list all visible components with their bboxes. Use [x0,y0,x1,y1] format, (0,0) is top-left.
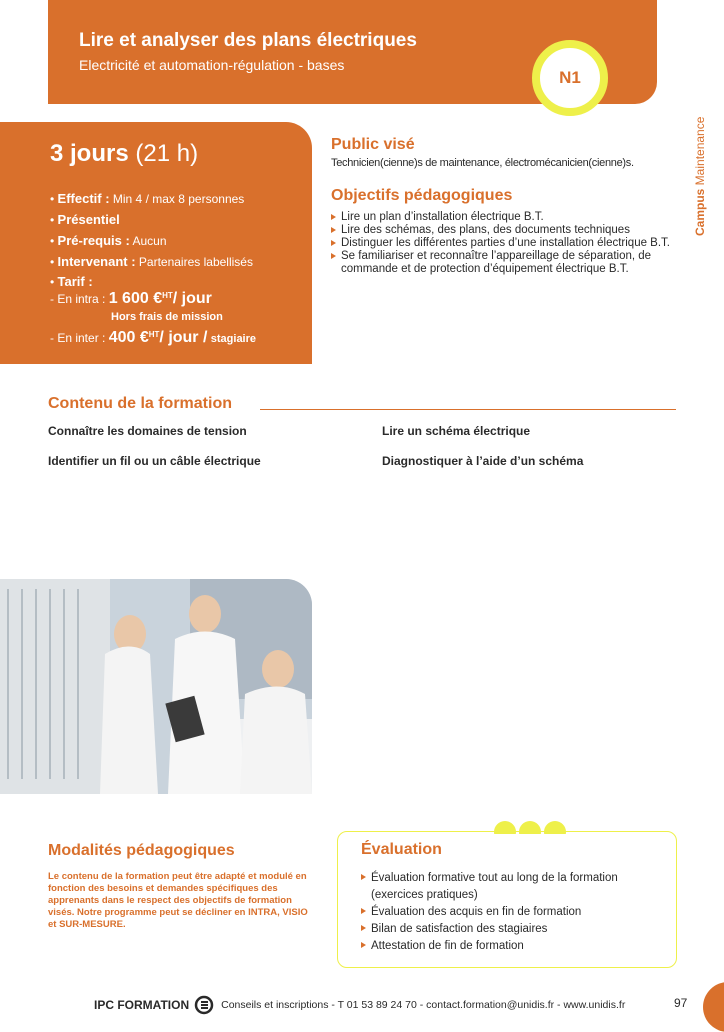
evaluation-item [361,904,661,921]
objectifs-heading: Objectifs pédagogiques [331,187,513,204]
footer [94,995,625,1015]
evaluation-text: Attestation de fin de formation [371,940,524,952]
sidebar-label-text: Maintenance [693,116,707,186]
intervenant-label: Intervenant : [57,254,136,269]
footer-brand: IPC FORMATION [94,998,190,1012]
bullet-arrow-icon [331,253,336,259]
intervenant-value: Partenaires labellisés [138,255,253,269]
evaluation-heading: Évaluation [361,841,442,858]
prereq-label: Pré-requis : [57,233,130,248]
intra-ht: HT [162,291,173,300]
intra-label: - En intra : [50,292,106,306]
page-number: 97 [674,996,688,1010]
tarif-line: • Tarif : [50,274,93,289]
objectifs-list [331,211,691,276]
effectif-value: Min 4 / max 8 personnes [112,192,245,206]
page-subtitle: Electricité et automation-régulation - bases [79,57,345,73]
contenu-heading: Contenu de la formation [48,395,232,412]
effectif-label: Effectif : [57,191,110,206]
modalites-heading: Modalités pédagogiques [48,842,235,859]
objectif-item [331,250,691,276]
module-item: Lire un schéma électrique [382,424,531,438]
evaluation-text: Évaluation des acquis en fin de formation [371,906,582,918]
inter-price-line [50,329,256,347]
public-text: Technicien(cienne)s de maintenance, électromécanicien(cienne)s. [331,157,634,169]
evaluation-item [361,938,661,955]
ipc-logo-icon [193,995,217,1015]
intra-price: 1 600 € [108,290,163,307]
intra-price-line [50,290,212,308]
bullet-arrow-icon [331,240,336,246]
presentiel-label: Présentiel [57,212,120,227]
lab-photo-illustration [0,579,312,794]
info-box [0,122,312,364]
bullet-arrow-icon [361,908,366,914]
sidebar-label-bold: Campus [693,188,707,236]
intra-unit: / jour [172,290,212,307]
intervenant-line: • Intervenant : Partenaires labellisés [50,254,253,269]
duration-days: 3 jours [50,140,129,167]
module-item: Diagnostiquer à l’aide d’un schéma [382,454,584,468]
corner-decoration [703,982,724,1032]
bullet-arrow-icon [361,942,366,948]
inter-suffix: stagiaire [210,333,257,345]
objectif-item [331,224,691,237]
module-item: Identifier un fil ou un câble électrique [48,454,261,468]
inter-unit: / jour / [159,329,208,346]
inter-price: 400 € [108,329,149,346]
bullet-arrow-icon [331,214,336,220]
objectif-item [331,237,691,250]
bullet-arrow-icon [361,925,366,931]
objectif-text: Distinguer les différentes parties d’une installation électrique B.T. [341,237,670,249]
footer-contact: Conseils et inscriptions - T 01 53 89 24 70 - contact.formation@unidis.fr - www.unidis.fr [221,999,626,1011]
page-title: Lire et analyser des plans électriques [79,30,417,51]
evaluation-text: Évaluation formative tout au long de la formation (exercices pratiques) [371,872,618,901]
objectif-text: Se familiariser et reconnaître l’appareillage de séparation, de commande et de protection d’équipement électrique B.T. [341,250,652,275]
objectif-text: Lire un plan d’installation électrique B.T. [341,211,544,223]
intra-note: Hors frais de mission [111,311,223,323]
sidebar-campus-label [693,117,707,236]
effectif-line: • Effectif : Min 4 / max 8 personnes [50,191,245,206]
contenu-divider [260,409,676,410]
public-heading: Public visé [331,136,415,153]
bullet-arrow-icon [361,874,366,880]
lab-photo [0,579,312,794]
evaluation-text: Bilan de satisfaction des stagiaires [371,923,548,935]
duration-hours: (21 h) [135,140,199,167]
objectif-text: Lire des schémas, des plans, des documents techniques [341,224,630,236]
level-badge: N1 [532,40,608,116]
tarif-label: Tarif : [57,274,93,289]
objectif-item [331,211,691,224]
prereq-value: Aucun [132,234,167,248]
duration [50,140,198,168]
presentiel-line: • Présentiel [50,212,120,227]
module-item: Connaître les domaines de tension [48,424,247,438]
inter-label: - En inter : [50,331,106,345]
evaluation-list [361,870,661,955]
evaluation-item [361,870,661,904]
modalites-text: Le contenu de la formation peut être adapté et modulé en fonction des besoins et demandes spécifiques des apprenants dans le respect des objectifs de formation visés. Notre programme peut se décliner en INTRA, VISIO et SUR-MESURE. [48,871,308,930]
evaluation-item [361,921,661,938]
bullet-arrow-icon [331,227,336,233]
prereq-line: • Pré-requis : Aucun [50,233,167,248]
inter-ht: HT [148,330,160,339]
